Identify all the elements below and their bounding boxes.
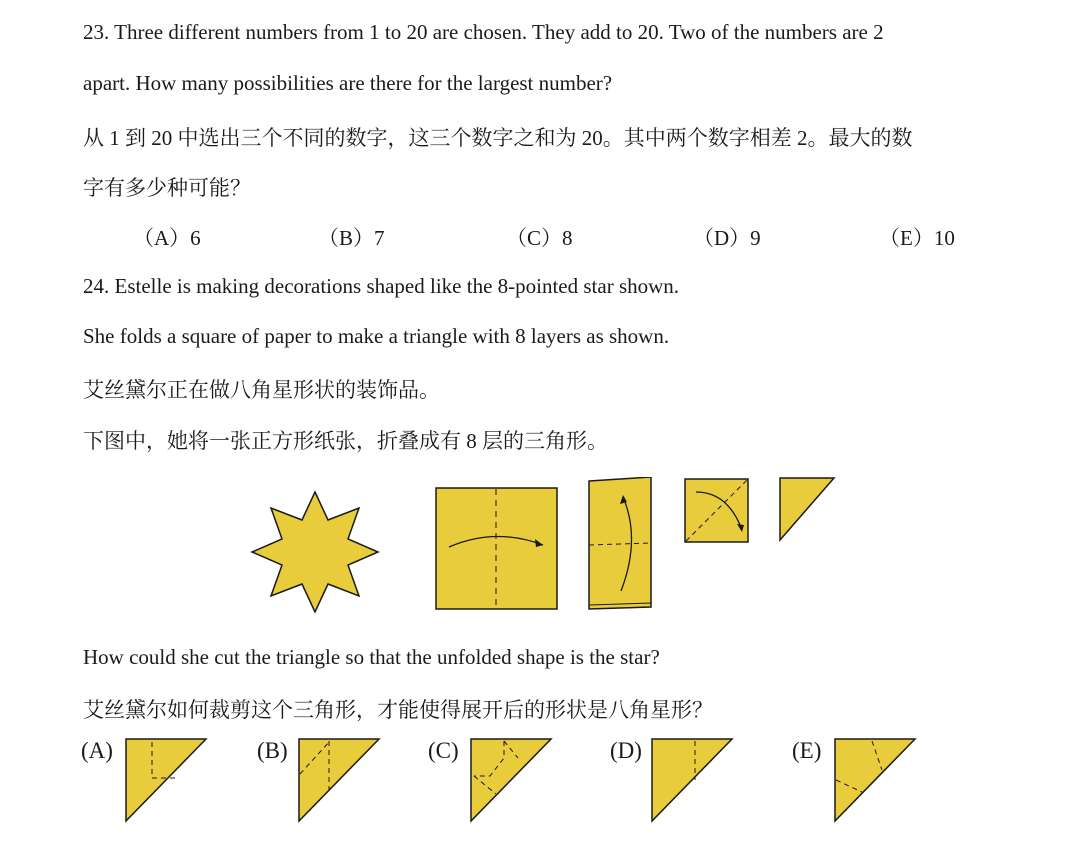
answer-e-triangle-figure bbox=[832, 736, 918, 824]
q23-option-a: （A）6 bbox=[133, 226, 201, 250]
q24-text-line-2: She folds a square of paper to make a triangle with 8 layers as shown. bbox=[83, 324, 670, 348]
q23-option-c: （C）8 bbox=[506, 226, 573, 250]
q23-chinese-line-2: 字有多少种可能？ bbox=[83, 176, 251, 200]
q23-option-e: （E）10 bbox=[879, 226, 955, 250]
q24-question-english: How could she cut the triangle so that the unfolded shape is the star? bbox=[83, 645, 660, 669]
q24-chinese-line-1: 艾丝黛尔正在做八角星形状的装饰品。 bbox=[83, 378, 440, 402]
q24-text-line-1: 24. Estelle is making decorations shaped like the 8-pointed star shown. bbox=[83, 274, 680, 298]
folded-rectangle-figure bbox=[587, 477, 653, 611]
answer-d-triangle-figure bbox=[649, 736, 735, 824]
answer-b-triangle-figure bbox=[296, 736, 382, 824]
q23-text-line-2: apart. How many possibilities are there for the largest number? bbox=[83, 71, 613, 95]
q24-question-chinese: 艾丝黛尔如何裁剪这个三角形，才能使得展开后的形状是八角星形？ bbox=[83, 698, 713, 722]
answer-a-triangle-figure bbox=[123, 736, 209, 824]
folded-triangle-figure bbox=[777, 475, 837, 543]
q23-text-line-1: 23. Three different numbers from 1 to 20 are chosen. They add to 20. Two of the numbers are 2 bbox=[83, 20, 884, 44]
q23-option-d: （D）9 bbox=[693, 226, 761, 250]
answer-label-a: (A) bbox=[81, 738, 113, 763]
q24-chinese-line-2: 下图中，她将一张正方形纸张，折叠成有 8 层的三角形。 bbox=[83, 429, 608, 453]
answer-label-c: (C) bbox=[428, 738, 459, 763]
q23-chinese-line-1: 从 1 到 20 中选出三个不同的数字，这三个数字之和为 20。其中两个数字相差 2。最大的数 bbox=[83, 126, 913, 150]
answer-c-triangle-figure bbox=[468, 736, 554, 824]
eight-pointed-star-figure bbox=[250, 490, 380, 614]
answer-label-d: (D) bbox=[610, 738, 642, 763]
q23-option-b: （B）7 bbox=[318, 226, 385, 250]
answer-label-e: (E) bbox=[792, 738, 822, 763]
unfolded-square-figure bbox=[435, 487, 559, 611]
answer-label-b: (B) bbox=[257, 738, 288, 763]
small-folded-square-figure bbox=[684, 478, 750, 544]
